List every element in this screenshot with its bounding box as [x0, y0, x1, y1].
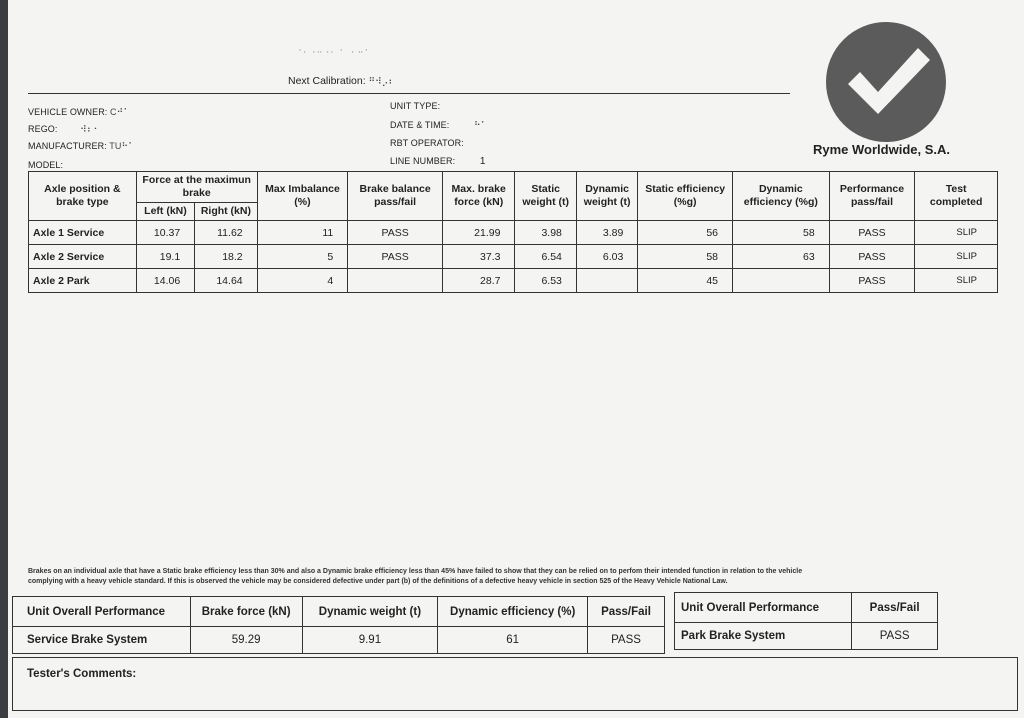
- col-force-header: Force at the maximun brake: [136, 172, 257, 203]
- manufacturer-field: MANUFACTURER: TU⠓⠁: [28, 141, 135, 151]
- company-name: Ryme Worldwide, S.A.: [813, 142, 951, 157]
- date-time-field: DATE & TIME: ⠓⠁: [390, 120, 488, 130]
- col-imbalance-header: Max Imbalance (%): [257, 172, 348, 221]
- col-axle-header: Axle position & brake type: [29, 172, 137, 221]
- next-calibration-label: Next Calibration:: [288, 75, 366, 87]
- service-summary-row: Service Brake System 59.29 9.91 61 PASS: [13, 627, 665, 654]
- table-row-axle-2-park: Axle 2 Park 14.06 14.64 4 28.7 6.53 45 PASS SLIP: [29, 269, 998, 293]
- rbt-operator-field: RBT OPERATOR:: [390, 138, 464, 148]
- checkmark-logo: [826, 22, 946, 142]
- table-row-axle-1-service: Axle 1 Service 10.37 11.62 11 PASS 21.99 3.98 3.89 56 58 PASS SLIP: [29, 221, 998, 245]
- col-static-weight-header: Static weight (t): [515, 172, 576, 221]
- col-balance-header: Brake balance pass/fail: [348, 172, 443, 221]
- table-row-axle-2-service: Axle 2 Service 19.1 18.2 5 PASS 37.3 6.54 6.03 58 63 PASS SLIP: [29, 245, 998, 269]
- col-test-header: Test completed: [915, 172, 998, 221]
- table-header-row: [29, 172, 998, 203]
- col-performance-header: Performance pass/fail: [829, 172, 915, 221]
- col-left-header: Left (kN): [136, 203, 194, 221]
- service-summary-table: [12, 596, 665, 654]
- tester-comments-box: [12, 657, 1018, 711]
- park-summary-table: [674, 592, 938, 650]
- service-summary-header-row: Unit Overall Performance Brake force (kN) Dynamic weight (t) Dynamic efficiency (%) Pass/Fail: [13, 597, 665, 627]
- checkmark-icon: [826, 22, 946, 142]
- faint-header-text: ⠠⡀⢀⣀⢀⡀⠠⠀⡀⣀⠄: [296, 44, 372, 53]
- calibration-divider: [28, 93, 790, 94]
- next-calibration: [288, 75, 395, 87]
- unit-type-field: UNIT TYPE:: [390, 101, 441, 111]
- col-dynamic-weight-header: Dynamic weight (t): [576, 172, 637, 221]
- next-calibration-value: ⠛⠺⡠⠆: [368, 76, 395, 86]
- tester-comments-label: Tester's Comments:: [27, 668, 137, 680]
- disclaimer-text: Brakes on an individual axle that have a Static brake efficiency less than 30% and also a Dynamic brake efficiency less than 45% have failed to show that they can be relied on to perfom their intended function in relation to the vehicle complying with a heavy vehicle standard. If this is observed the vehicle may be considered defective under part (b) of the definitions of a defective heavy vehicle in section 525 of the Heavy Vehicle National Law.: [28, 568, 803, 585]
- model-field: MODEL:: [28, 160, 64, 170]
- col-max-force-header: Max. brake force (kN): [442, 172, 515, 221]
- test-report-page: [8, 0, 1024, 718]
- vehicle-owner-field: VEHICLE OWNER: C⠚⠁: [28, 107, 131, 117]
- col-dynamic-eff-header: Dynamic efficiency (%g): [733, 172, 830, 221]
- brake-test-table: [28, 171, 998, 293]
- rego-field: REGO: ⠺⠆⠂: [28, 124, 101, 134]
- line-number-field: LINE NUMBER: 1: [390, 156, 486, 167]
- park-summary-header-row: Unit Overall Performance Pass/Fail: [675, 593, 938, 623]
- col-static-eff-header: Static efficiency (%g): [638, 172, 733, 221]
- col-right-header: Right (kN): [195, 203, 257, 221]
- park-summary-row: Park Brake System PASS: [675, 623, 938, 650]
